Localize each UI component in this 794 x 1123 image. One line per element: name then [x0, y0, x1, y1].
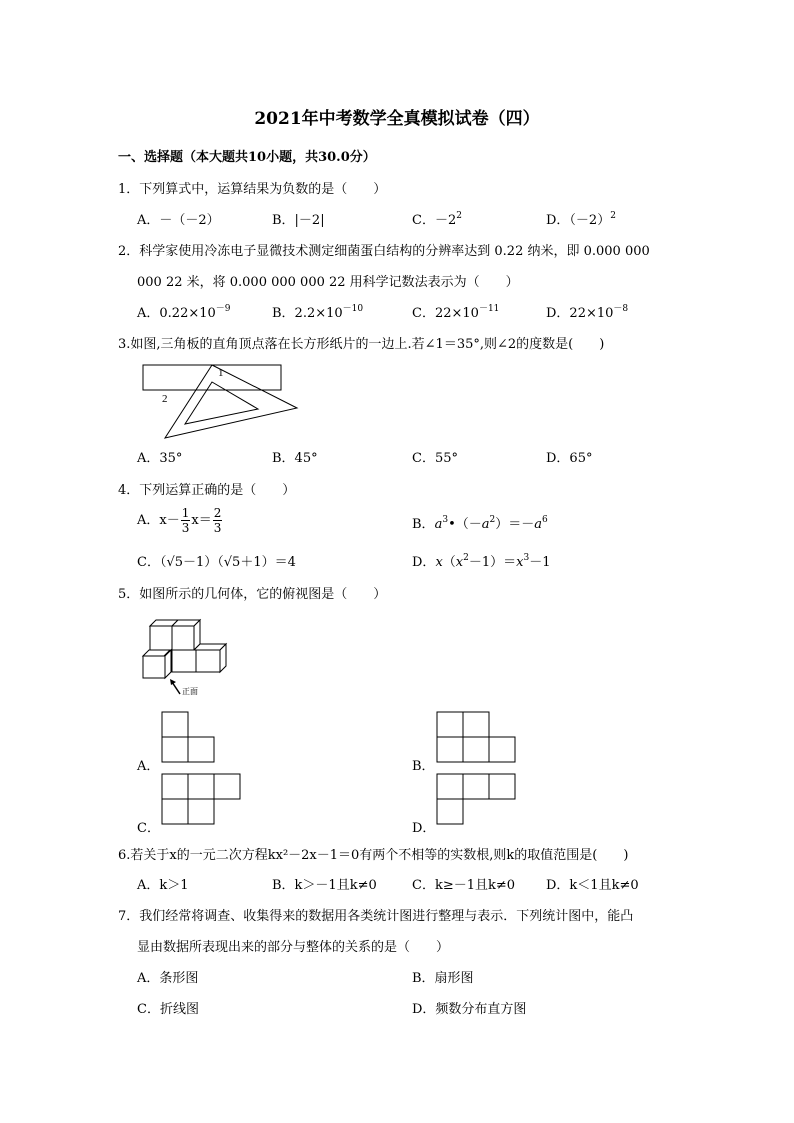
question-4-stem: 4．下列运算正确的是（ ） [118, 483, 296, 498]
question-7-stem-line2: 显由数据所表现出来的部分与整体的关系的是（ ） [137, 940, 450, 955]
question-2-stem-line1: 2．科学家使用冷冻电子显微技术测定细菌蛋白结构的分辨率达到 0.22 纳米，即 0.000 000 [118, 244, 650, 259]
q4-option-d: D．$x(x^2-1)=x^3-1$ [412, 553, 551, 570]
q4-option-b: B．$a^3•(-a^2)=-a^6$ [412, 515, 548, 532]
question-3-stem: 3.如图,三角板的直角顶点落在长方形纸片的一边上.若∠1＝35°,则∠2的度数是( ) [118, 337, 605, 352]
q4-option-a: A．x－ $\frac{1}{3}$ x＝ $\frac{2}{3}$ [137, 506, 222, 535]
q3-option-a: A．35° [137, 451, 183, 466]
q5-option-b-figure [435, 710, 520, 765]
q7-option-b: B．扇形图 [412, 971, 474, 986]
q3-triangle-figure [140, 362, 300, 442]
q1-option-d: D．$(-2)^2$ [546, 211, 616, 228]
q2-option-c: C．$22\times 10^{-11}$ [412, 304, 500, 321]
page-title: 2021年中考数学全真模拟试卷（四） [254, 109, 540, 129]
q1-option-a: A．－（－2） [137, 213, 220, 228]
q5-front-label: 正面 [182, 687, 198, 696]
q3-angle-1-label: 1 [218, 367, 224, 379]
q5-option-c-figure [160, 772, 245, 827]
q2-option-d: D．$22\times 10^{-8}$ [546, 304, 629, 321]
q2-option-b: B．$2.2\times 10^{-10}$ [272, 304, 364, 321]
q7-option-d: D．频数分布直方图 [412, 1002, 527, 1017]
question-7-stem-line1: 7．我们经常将调查、收集得来的数据用各类统计图进行整理与表示．下列统计图中，能凸 [118, 909, 634, 924]
q5-option-d: D． [412, 821, 436, 836]
q1-option-c: C．$-2^2$ [412, 211, 462, 228]
question-6-stem: 6.若关于x的一元二次方程kx²－2x－1＝0有两个不相等的实数根,则k的取值范围是( ) [118, 848, 629, 863]
question-1-stem: 1．下列算式中，运算结果为负数的是（ ） [118, 182, 387, 197]
q3-angle-2-label: 2 [162, 393, 168, 405]
q5-option-d-figure [435, 772, 520, 827]
q3-option-c: C．55° [412, 451, 458, 466]
q5-option-c: C． [137, 821, 160, 836]
q5-option-a-figure [160, 710, 220, 765]
q4-option-c: C．（√5－1）（√5＋1）＝4 [137, 555, 296, 570]
q5-option-b: B． [412, 759, 435, 774]
q2-option-a: A．$0.22\times 10^{-9}$ [137, 304, 231, 321]
q3-option-d: D．65° [546, 451, 593, 466]
q6-option-c: C．k≥－1且k≠0 [412, 878, 516, 893]
q7-option-c: C．折线图 [137, 1002, 199, 1017]
q6-option-a: A．k＞1 [137, 878, 189, 893]
q3-option-b: B．45° [272, 451, 318, 466]
q7-option-a: A．条形图 [137, 971, 199, 986]
q6-option-d: D．k＜1且k≠0 [546, 878, 639, 893]
question-5-stem: 5．如图所示的几何体，它的俯视图是（ ） [118, 587, 387, 602]
q1-option-b: B．|－2| [272, 213, 325, 228]
question-2-stem-line2: 000 22 米，将 0.000 000 000 22 用科学记数法表示为（ ） [137, 275, 519, 290]
q5-option-a: A． [137, 759, 160, 774]
q5-solid-figure [140, 614, 240, 699]
section-heading: 一、选择题（本大题共10小题，共30.0分） [118, 150, 376, 165]
q6-option-b: B．k＞－1且k≠0 [272, 878, 377, 893]
